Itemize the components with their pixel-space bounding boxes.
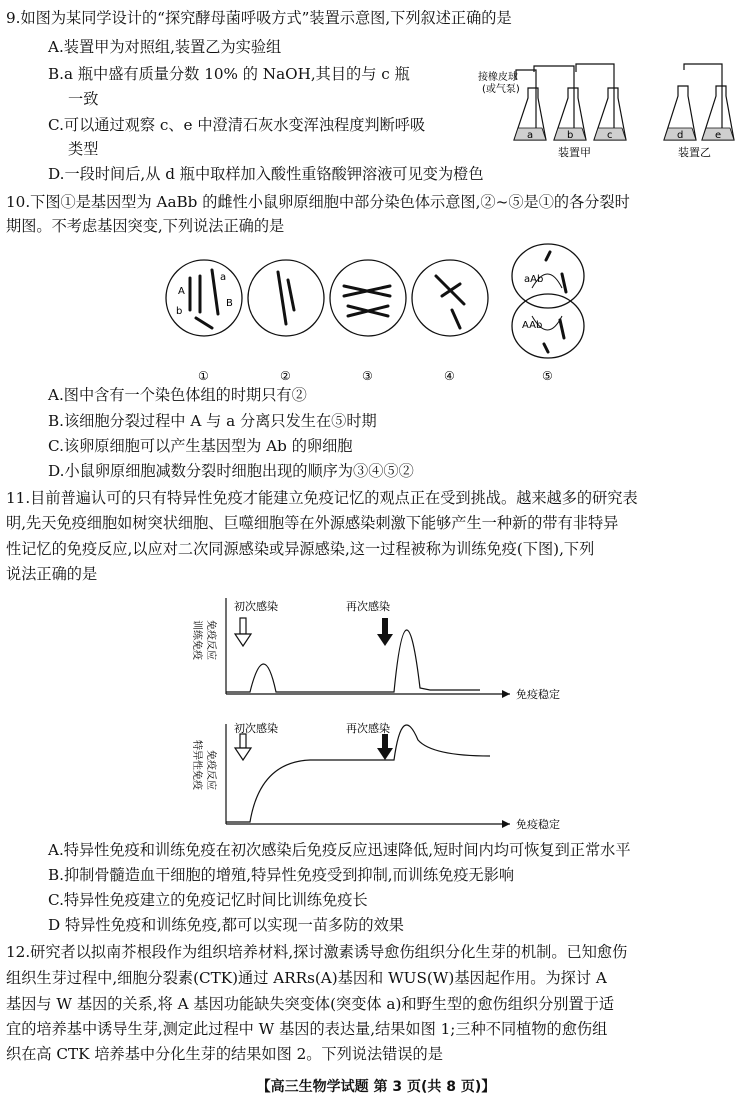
q11-xlabel-bottom: 免疫稳定 [516,818,560,831]
q9-label-jia: 装置甲 [558,146,591,158]
q11-stem-4: 说法正确的是 [6,565,98,583]
q10-cell-label-1: ① [198,369,209,383]
q11-second-infection-bottom: 再次感染 [346,722,390,735]
q10-gene-b: b [176,306,183,317]
q10-cell-label-3: ③ [362,369,373,383]
q11-option-c: C.特异性免疫建立的免疫记忆时间比训练免疫长 [48,891,368,909]
q11-ylabel-top-2: 免疫反应 [205,620,216,660]
q12-stem-5: 织在高 CTK 培养基中分化生芽的结果如图 2。下列说法错误的是 [6,1045,443,1063]
q10-option-c: C.该卵原细胞可以产生基因型为 Ab 的卵细胞 [48,437,353,455]
q11-first-infection-top: 初次感染 [234,600,278,613]
q9-stem: 9.如图为某同学设计的“探究酵母菌呼吸方式”装置示意图,下列叙述正确的是 [6,9,512,27]
q12-stem-3: 基因与 W 基因的关系,将 A 基因功能缺失突变体(突变体 a)和野生型的愈伤组织分别置于适 [6,995,615,1013]
q9-option-c: C.可以通过观察 c、e 中澄清石灰水变浑浊程度判断呼吸 [48,116,426,134]
q10-stem-1: 10.下图①是基因型为 AaBb 的雌性小鼠卵原细胞中部分染色体示意图,②~⑤是①的各分裂时 [6,193,630,211]
q10-gene-a: a [220,272,227,283]
q10-cell5-top-genes: aAb [524,274,544,285]
page-footer: 【高三生物学试题 第 3 页(共 8 页)】 [256,1079,496,1095]
q10-cell-division-figure [160,240,600,385]
q10-cell-label-4: ④ [444,369,455,383]
q9-option-b: B.a 瓶中盛有质量分数 10% 的 NaOH,其目的与 c 瓶 [48,65,410,83]
q9-bottle-b: b [567,130,574,141]
q9-bottle-d: d [677,130,684,141]
q11-ylabel-bottom-2: 免疫反应 [205,750,216,790]
q10-cell-label-5: ⑤ [542,369,553,383]
q12-stem-4: 宜的培养基中诱导生芽,测定此过程中 W 基因的表达量,结果如图 1;三种不同植物的愈伤组 [6,1020,608,1038]
q9-option-b-cont: 一致 [68,90,99,108]
q9-bottle-c: c [607,130,613,141]
q11-option-b: B.抑制骨髓造血干细胞的增殖,特异性免疫受到抑制,而训练免疫无影响 [48,866,515,884]
q11-option-a: A.特异性免疫和训练免疫在初次感染后免疫反应迅速降低,短时间内均可恢复到正常水平 [48,841,631,859]
q12-stem-1: 12.研究者以拟南芥根段作为组织培养材料,探讨激素诱导愈伤组织分化生芽的机制。已知愈伤 [6,943,628,961]
q11-second-infection-top: 再次感染 [346,600,390,613]
q11-first-infection-bottom: 初次感染 [234,722,278,735]
q9-label-yi: 装置乙 [678,146,711,158]
q9-bottle-e: e [715,130,722,141]
q11-ylabel-top-1: 训练免疫 [191,620,202,660]
q10-cell5-bottom-genes: AAb [522,320,543,331]
q9-inlet-label-1: 接橡皮球 [478,72,518,83]
q12-stem-2: 组织生芽过程中,细胞分裂素(CTK)通过 ARRs(A)基因和 WUS(W)基因起作用。为探讨 A [6,969,607,987]
q11-immune-response-figure [180,590,580,838]
q9-option-a: A.装置甲为对照组,装置乙为实验组 [48,38,282,56]
q11-stem-1: 11.目前普遍认可的只有特异性免疫才能建立免疫记忆的观点正在受到挑战。越来越多的研究表 [6,489,638,507]
q9-option-c-cont: 类型 [68,140,99,158]
q11-ylabel-bottom-1: 特异性免疫 [191,740,202,790]
q11-option-d: D 特异性免疫和训练免疫,都可以实现一苗多防的效果 [48,916,404,934]
q11-xlabel-top: 免疫稳定 [516,688,560,701]
q10-cell-label-2: ② [280,369,291,383]
q10-gene-B: B [226,298,233,309]
q9-inlet-label-2: (或气泵) [482,84,520,95]
q10-option-b: B.该细胞分裂过程中 A 与 a 分离只发生在⑤时期 [48,412,377,430]
q9-apparatus-figure [478,58,748,158]
q11-stem-3: 性记忆的免疫反应,以应对二次同源感染或异源感染,这一过程被称为训练免疫(下图),下列 [6,540,595,558]
q11-stem-2: 明,先天免疫细胞如树突状细胞、巨噬细胞等在外源感染刺激下能够产生一种新的带有非特异 [6,514,619,532]
q9-option-d: D.一段时间后,从 d 瓶中取样加入酸性重铬酸钾溶液可见变为橙色 [48,165,484,183]
q10-option-d: D.小鼠卵原细胞减数分裂时细胞出现的顺序为③④⑤② [48,462,414,480]
q10-stem-2: 期图。不考虑基因突变,下列说法正确的是 [6,217,285,235]
q10-gene-A: A [178,286,185,297]
q9-bottle-a: a [527,130,534,141]
q10-option-a: A.图中含有一个染色体组的时期只有② [48,386,307,404]
